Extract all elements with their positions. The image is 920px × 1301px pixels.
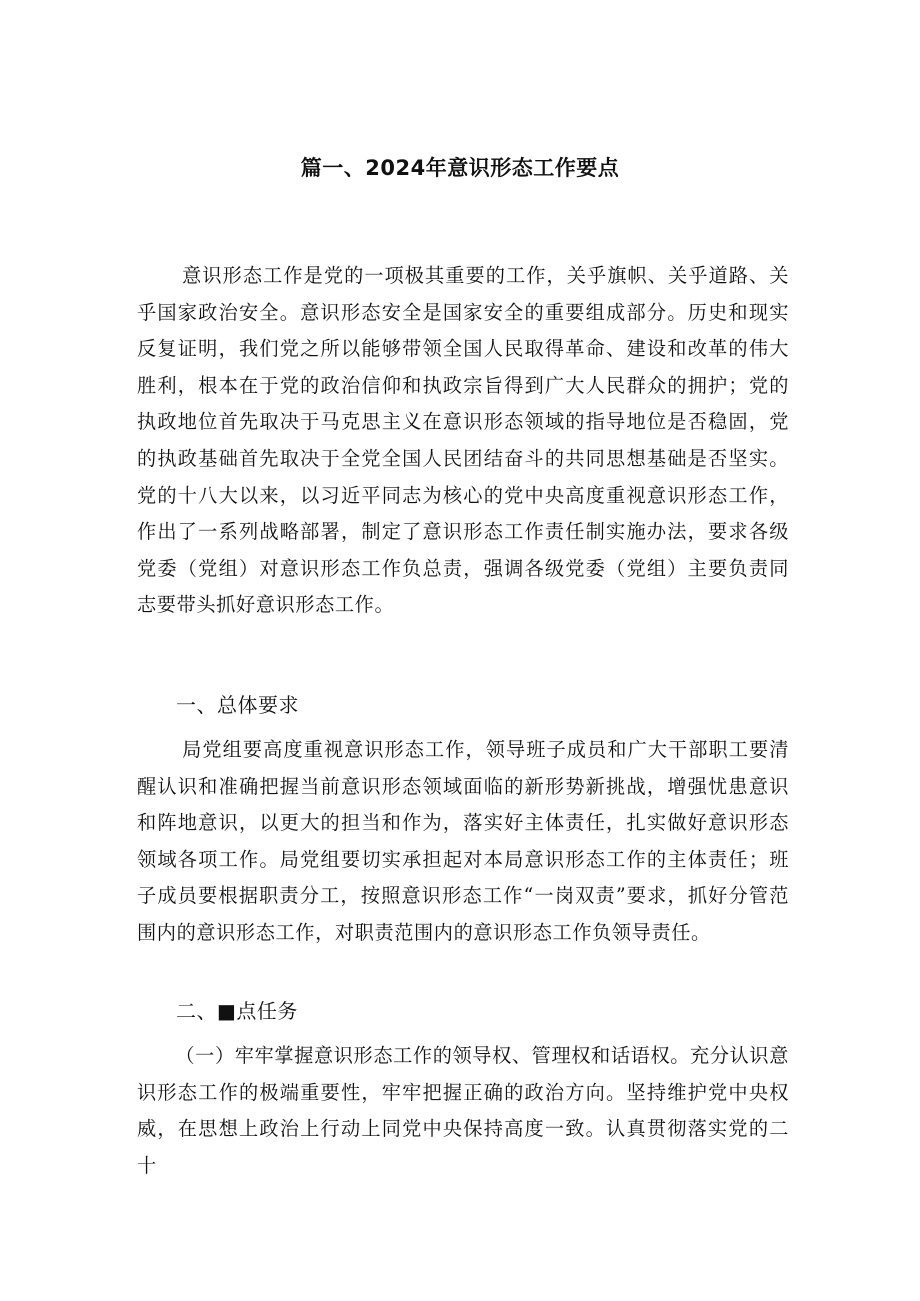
- document-title: 篇一、2024年意识形态工作要点: [300, 156, 620, 180]
- intro-paragraph: 意识形态工作是党的一项极其重要的工作，关乎旗帜、关乎道路、关乎国家政治安全。意识形态安全是国家安全的重要组成部分。历史和现实反复证明，我们党之所以能够带领全国人民取得革命、建设和改革的伟大胜利，根本在于党的政治信仰和执政宗旨得到广大人民群众的拥护；党的执政地位首先取决于马克思主义在意识形态领域的指导地位是否稳固，党的执政基础首先取决于全党全国人民团结奋斗的共同思想基础是否坚实。党的十八大以来，以习近平同志为核心的党中央高度重视意识形态工作，作出了一系列战略部署，制定了意识形态工作责任制实施办法，要求各级党委（党组）对意识形态工作负总责，强调各级党委（党组）主要负责同志要带头抓好意识形态工作。: [137, 264, 789, 617]
- intro-section: [137, 258, 789, 624]
- overall-requirements-paragraph: 局党组要高度重视意识形态工作，领导班子成员和广大干部职工要清醒认识和准确把握当前意识形态领域面临的新形势新挑战，增强忧患意识和阵地意识，以更大的担当和作为，落实好主体责任，扎实做好意识形态领域各项工作。局党组要切实承担起对本局意识形态工作的主体责任；班子成员要根据职责分工，按照意识形态工作“一岗双责”要求，抓好分管范围内的意识形态工作，对职责范围内的意识形态工作负领导责任。: [137, 738, 789, 944]
- section-heading-overall-requirements: 一、总体要求: [176, 693, 299, 717]
- key-tasks-paragraph: （一）牢牢掌握意识形态工作的领导权、管理权和话语权。充分认识意识形态工作的极端重要性，牢牢把握正确的政治方向。坚持维护党中央权威，在思想上政治上行动上同党中央保持高度一致。认真贯彻落实党的二十: [137, 1044, 789, 1177]
- key-tasks-section: [137, 1038, 789, 1184]
- section-heading-key-tasks: 二、■点任务: [176, 999, 298, 1023]
- overall-requirements-section: [137, 732, 789, 952]
